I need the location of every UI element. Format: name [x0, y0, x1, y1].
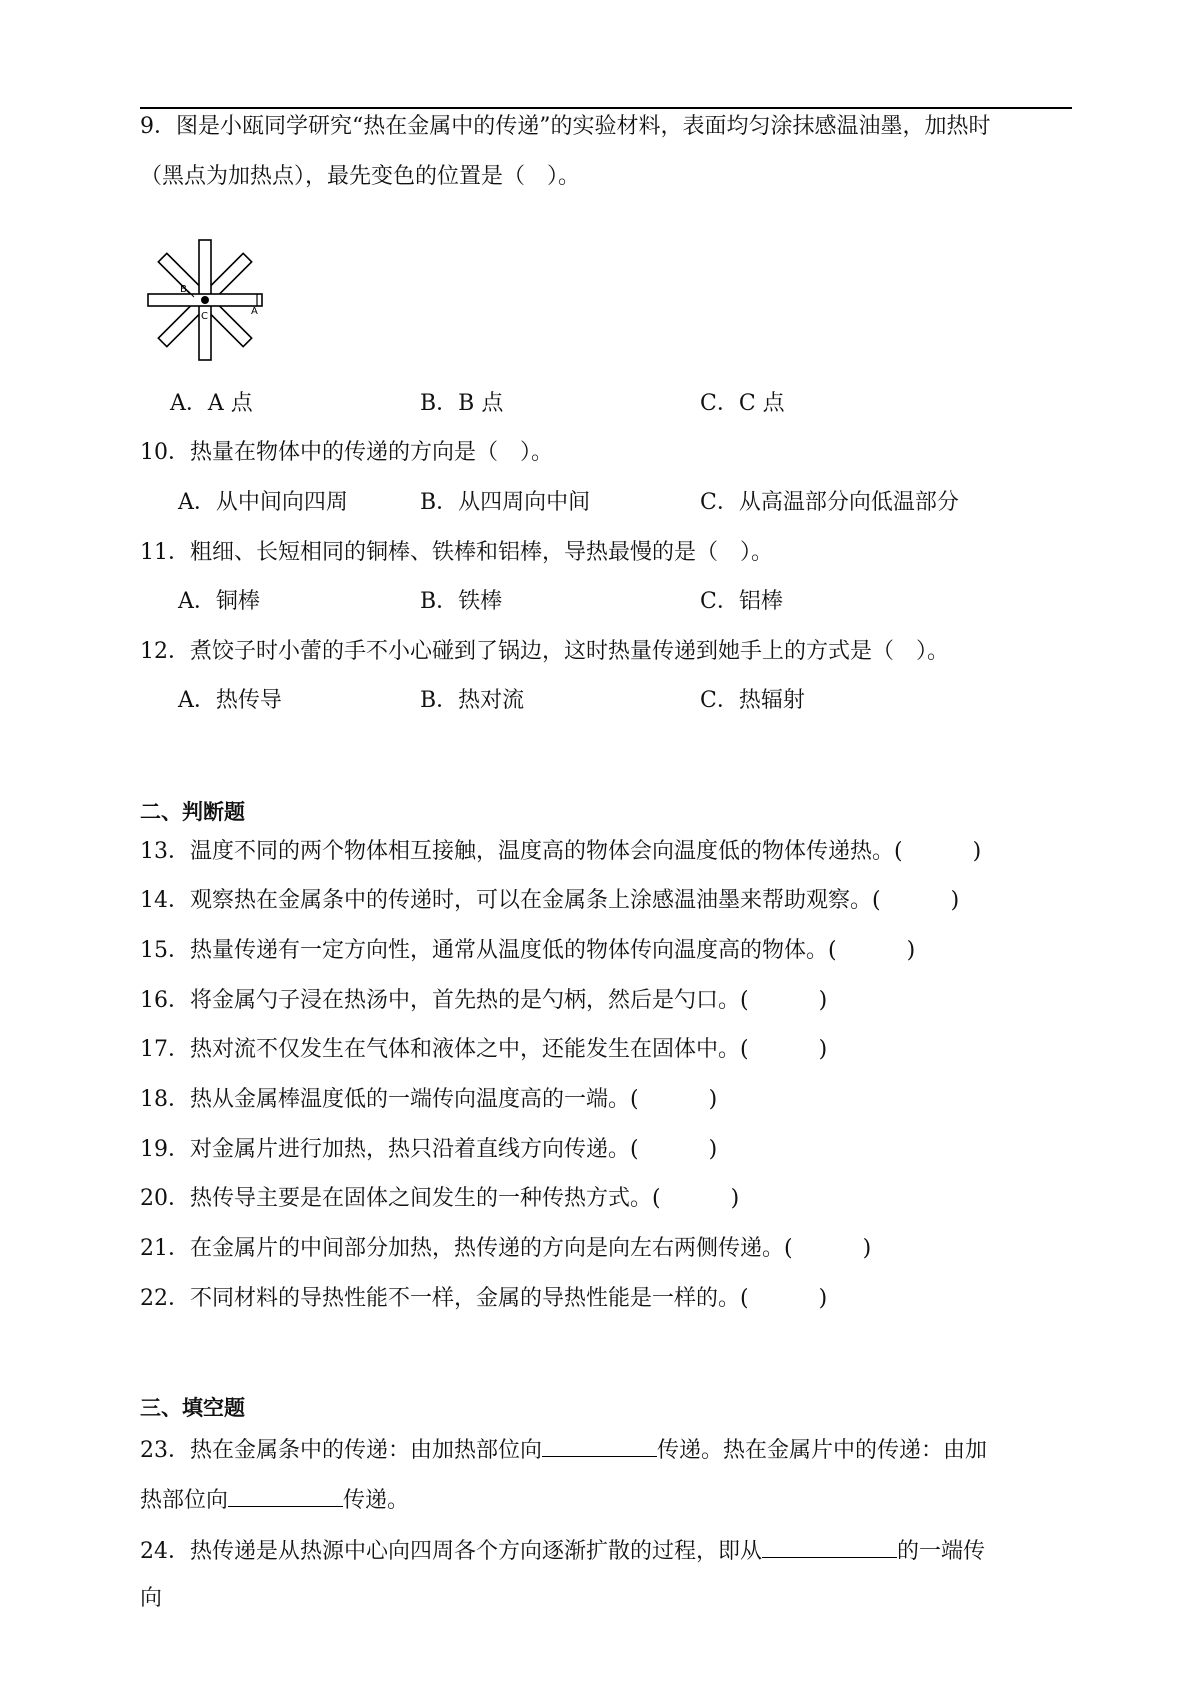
- judgment-text: 13．温度不同的两个物体相互接触，温度高的物体会向温度低的物体传递热。(: [140, 839, 903, 864]
- q10-option-c[interactable]: C．从高温部分向低温部分: [700, 490, 959, 515]
- paren-close: ): [972, 839, 982, 864]
- q9-option-c[interactable]: C．C 点: [700, 391, 785, 416]
- q10-option-a[interactable]: A．从中间向四周: [178, 490, 348, 515]
- q23-blank-1[interactable]: [542, 1434, 657, 1457]
- paren-close: ): [708, 1087, 718, 1112]
- q23-text-3: 热部位向: [140, 1488, 229, 1513]
- judgment-item-22: [140, 1284, 827, 1314]
- figure-label-a: A: [251, 306, 258, 317]
- q23-text-1: 23．热在金属条中的传递：由加热部位向: [140, 1438, 542, 1463]
- q24-line2: 向: [140, 1586, 163, 1611]
- q9-stem-line1: 9．图是小瓯同学研究“热在金属中的传递”的实验材料，表面均匀涂抹感温油墨，加热时: [140, 114, 991, 139]
- judgment-text: 20．热传导主要是在固体之间发生的一种传热方式。(: [140, 1186, 661, 1211]
- judgment-text: 18．热从金属棒温度低的一端传向温度高的一端。(: [140, 1087, 639, 1112]
- q11-option-c[interactable]: C．铝棒: [700, 589, 783, 614]
- section-fill-blank-title: 三、填空题: [140, 1395, 245, 1420]
- q9-option-b[interactable]: B．B 点: [420, 391, 504, 416]
- figure-label-c: C: [201, 311, 208, 322]
- judgment-item-19: [140, 1135, 717, 1165]
- judgment-text: 14．观察热在金属条中的传递时，可以在金属条上涂感温油墨来帮助观察。(: [140, 888, 881, 913]
- paren-close: ): [730, 1186, 740, 1211]
- q23-blank-2[interactable]: [228, 1484, 343, 1507]
- figure-label-b: B: [180, 284, 187, 295]
- q23-text-4: 传递。: [343, 1488, 410, 1513]
- paren-close: ): [818, 1037, 828, 1062]
- q24-blank-1[interactable]: [762, 1535, 897, 1558]
- q11-option-a[interactable]: A．铜棒: [178, 589, 260, 614]
- paren-close: ): [906, 938, 916, 963]
- judgment-text: 19．对金属片进行加热，热只沿着直线方向传递。(: [140, 1137, 639, 1162]
- q9-option-a[interactable]: A．A 点: [170, 391, 253, 416]
- paren-close: ): [708, 1137, 718, 1162]
- q24-text-2: 的一端传: [897, 1539, 986, 1564]
- judgment-item-13: [140, 837, 981, 867]
- judgment-item-18: [140, 1085, 717, 1115]
- paren-close: ): [862, 1236, 872, 1261]
- q12-option-c[interactable]: C．热辐射: [700, 688, 805, 713]
- paren-close: ): [950, 888, 960, 913]
- judgment-text: 21．在金属片的中间部分加热，热传递的方向是向左右两侧传递。(: [140, 1236, 793, 1261]
- judgment-item-15: [140, 936, 915, 966]
- q12-option-a[interactable]: A．热传导: [178, 688, 282, 713]
- judgment-item-16: [140, 986, 827, 1016]
- judgment-item-20: [140, 1184, 739, 1214]
- judgment-text: 22．不同材料的导热性能不一样，金属的导热性能是一样的。(: [140, 1286, 749, 1311]
- q9-stem-line2: （黑点为加热点），最先变色的位置是（ ）。: [140, 164, 581, 189]
- metal-star-figure: [140, 228, 270, 368]
- q23-text-2: 传递。热在金属片中的传递：由加: [657, 1438, 988, 1463]
- q24-text-1: 24．热传递是从热源中心向四周各个方向逐渐扩散的过程，即从: [140, 1539, 762, 1564]
- q11-option-b[interactable]: B．铁棒: [420, 589, 503, 614]
- judgment-text: 17．热对流不仅发生在气体和液体之中，还能发生在固体中。(: [140, 1037, 749, 1062]
- judgment-text: 16．将金属勺子浸在热汤中，首先热的是勺柄，然后是勺口。(: [140, 988, 749, 1013]
- section-judgment-title: 二、判断题: [140, 799, 245, 824]
- q12-option-b[interactable]: B．热对流: [420, 688, 525, 713]
- paren-close: ): [818, 988, 828, 1013]
- q10-stem: 10．热量在物体中的传递的方向是（ ）。: [140, 440, 553, 465]
- paren-close: ): [818, 1286, 828, 1311]
- header-rule: [140, 107, 1072, 109]
- judgment-item-14: [140, 886, 959, 916]
- judgment-text: 15．热量传递有一定方向性，通常从温度低的物体传向温度高的物体。(: [140, 938, 837, 963]
- q12-stem: 12．煮饺子时小蕾的手不小心碰到了锅边，这时热量传递到她手上的方式是（ ）。: [140, 639, 949, 664]
- judgment-item-21: [140, 1234, 871, 1264]
- q23-line1: [140, 1434, 987, 1466]
- q11-stem: 11．粗细、长短相同的铜棒、铁棒和铝棒，导热最慢的是（ ）。: [140, 540, 773, 565]
- heating-point: [201, 296, 209, 304]
- q23-line2: [140, 1484, 409, 1516]
- q10-option-b[interactable]: B．从四周向中间: [420, 490, 591, 515]
- q24-line1: [140, 1535, 985, 1567]
- judgment-item-17: [140, 1035, 827, 1065]
